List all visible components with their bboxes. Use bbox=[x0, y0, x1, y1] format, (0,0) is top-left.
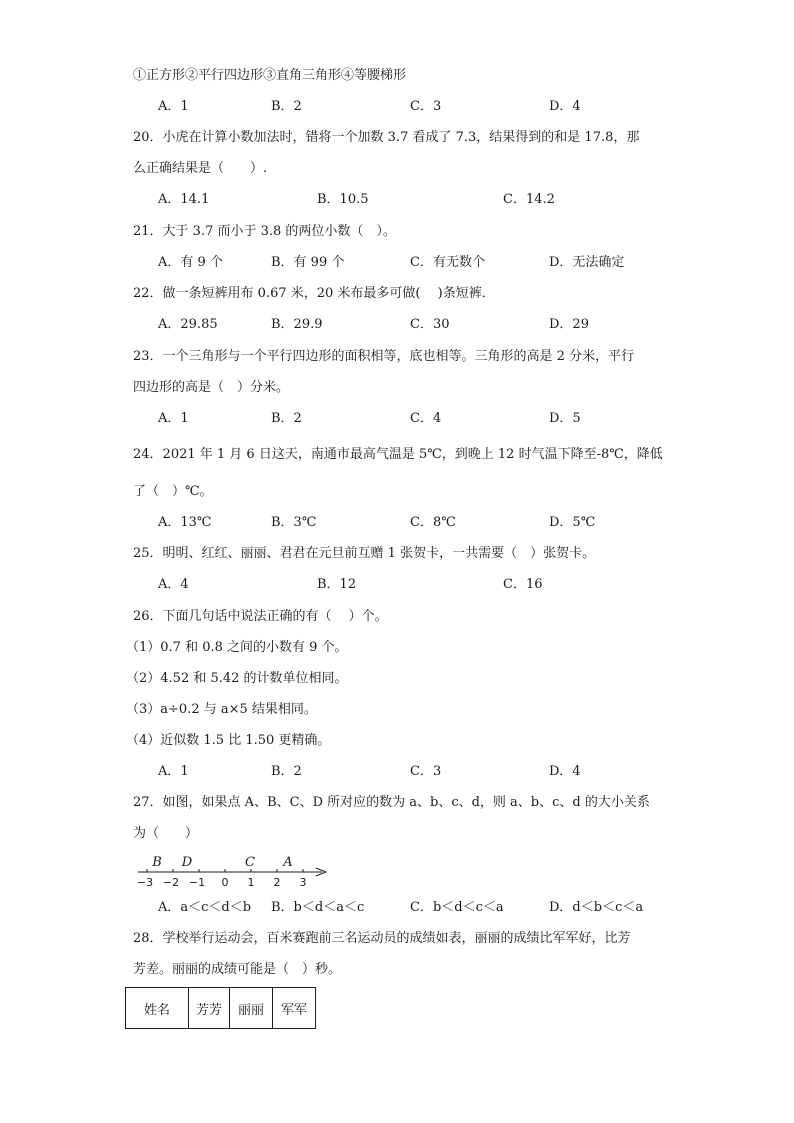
q22-option-a: A．29.85 bbox=[158, 317, 218, 332]
tick-label: −1 bbox=[188, 876, 206, 889]
q22-option-c: C．30 bbox=[410, 317, 450, 332]
point-label-c: C bbox=[245, 855, 255, 870]
q25-option-c: C．16 bbox=[503, 577, 543, 592]
table-header-name: 姓名 bbox=[126, 988, 189, 1029]
q24-text-line1: 24．2021 年 1 月 6 日这天，南通市最高气温是 5℃，到晚上 12 时气温下降至-8℃，降低 bbox=[133, 447, 663, 462]
q23-option-b: B．2 bbox=[271, 411, 302, 426]
q26-option-c: C．3 bbox=[410, 764, 442, 779]
q27-text-line2: 为（ ） bbox=[133, 826, 199, 841]
q20-option-b: B．10.5 bbox=[317, 192, 369, 207]
table-header-lili: 丽丽 bbox=[230, 988, 273, 1029]
q22-option-d: D．29 bbox=[549, 317, 589, 332]
q26-statement-4: （4）近似数 1.5 比 1.50 更精确。 bbox=[126, 733, 331, 748]
point-label-b: B bbox=[152, 855, 162, 870]
q27-option-b: B．b＜d＜a＜c bbox=[271, 900, 365, 915]
number-line-figure bbox=[130, 852, 340, 892]
q23-text-line1: 23．一个三角形与一个平行四边形的面积相等，底也相等。三角形的高是 2 分米，平行 bbox=[133, 349, 635, 364]
q20-option-c: C．14.2 bbox=[503, 192, 555, 207]
q22-text-line1: 22．做一条短裤用布 0.67 米，20 米布最多可做( )条短裤． bbox=[133, 286, 495, 301]
q26-text-line1: 26．下面几句话中说法正确的有（ ）个。 bbox=[133, 609, 388, 624]
tick-label: 2 bbox=[273, 876, 281, 889]
q19-shapes-line: ①正方形②平行四边形③直角三角形④等腰梯形 bbox=[133, 68, 407, 83]
point-label-d: D bbox=[181, 855, 193, 870]
q26-option-d: D．4 bbox=[549, 764, 581, 779]
q26-option-b: B．2 bbox=[271, 764, 302, 779]
table-row bbox=[126, 988, 316, 1029]
q21-option-b: B．有 99 个 bbox=[271, 255, 345, 270]
q20-text-line2: 么正确结果是（ ）. bbox=[133, 161, 268, 176]
q21-option-d: D．无法确定 bbox=[549, 255, 625, 270]
table-header-fangfang: 芳芳 bbox=[189, 988, 230, 1029]
q28-text-line1: 28．学校举行运动会，百米赛跑前三名运动员的成绩如表，丽丽的成绩比军军好，比芳 bbox=[133, 931, 631, 946]
q23-option-d: D．5 bbox=[549, 411, 581, 426]
q27-option-c: C．b＜d＜c＜a bbox=[410, 900, 504, 915]
q20-text-line1: 20．小虎在计算小数加法时，错将一个加数 3.7 看成了 7.3，结果得到的和是 17.8，那 bbox=[133, 130, 640, 145]
q23-option-a: A．1 bbox=[158, 411, 189, 426]
q25-option-b: B．12 bbox=[317, 577, 357, 592]
q24-option-b: B．3℃ bbox=[271, 515, 317, 530]
q26-statement-2: （2）4.52 和 5.42 的计数单位相同。 bbox=[126, 671, 348, 686]
q21-option-a: A．有 9 个 bbox=[158, 255, 223, 270]
q27-option-a: A．a＜c＜d＜b bbox=[158, 900, 252, 915]
q27-option-d: D．d＜b＜c＜a bbox=[549, 900, 644, 915]
q26-statement-3: （3）a÷0.2 与 a×5 结果相同。 bbox=[126, 702, 317, 717]
tick-label: −3 bbox=[136, 876, 154, 889]
q22-option-b: B．29.9 bbox=[271, 317, 323, 332]
q19-option-b: B．2 bbox=[271, 99, 302, 114]
q23-option-c: C．4 bbox=[410, 411, 442, 426]
q19-option-c: C．3 bbox=[410, 99, 442, 114]
q24-option-c: C．8℃ bbox=[410, 515, 456, 530]
q25-option-a: A．4 bbox=[158, 577, 189, 592]
results-table bbox=[125, 987, 316, 1029]
q21-text-line1: 21．大于 3.7 而小于 3.8 的两位小数（ ）。 bbox=[133, 224, 396, 239]
q28-text-line2: 芳差。丽丽的成绩可能是（ ）秒。 bbox=[133, 962, 342, 977]
q27-text-line1: 27．如图，如果点 A、B、C、D 所对应的数为 a、b、c、d，则 a、b、c、d 的大小关系 bbox=[133, 795, 650, 810]
table-header-junjun: 军军 bbox=[273, 988, 316, 1029]
q24-option-d: D．5℃ bbox=[549, 515, 596, 530]
tick-label: 0 bbox=[221, 876, 229, 889]
q26-statement-1: （1）0.7 和 0.8 之间的小数有 9 个。 bbox=[126, 640, 348, 655]
q19-option-d: D．4 bbox=[549, 99, 581, 114]
tick-label: 3 bbox=[299, 876, 307, 889]
q19-option-a: A．1 bbox=[158, 99, 189, 114]
q23-text-line2: 四边形的高是（ ）分米。 bbox=[133, 380, 290, 395]
q24-text-line2: 了（ ）℃。 bbox=[133, 484, 213, 499]
q25-text-line1: 25．明明、红红、丽丽、君君在元旦前互赠 1 张贺卡，一共需要（ ）张贺卡。 bbox=[133, 546, 596, 561]
q26-option-a: A．1 bbox=[158, 764, 189, 779]
tick-label: 1 bbox=[247, 876, 255, 889]
q21-option-c: C．有无数个 bbox=[410, 255, 485, 270]
point-label-a: A bbox=[283, 855, 293, 870]
q20-option-a: A．14.1 bbox=[158, 192, 210, 207]
q24-option-a: A．13℃ bbox=[158, 515, 212, 530]
tick-label: −2 bbox=[162, 876, 180, 889]
